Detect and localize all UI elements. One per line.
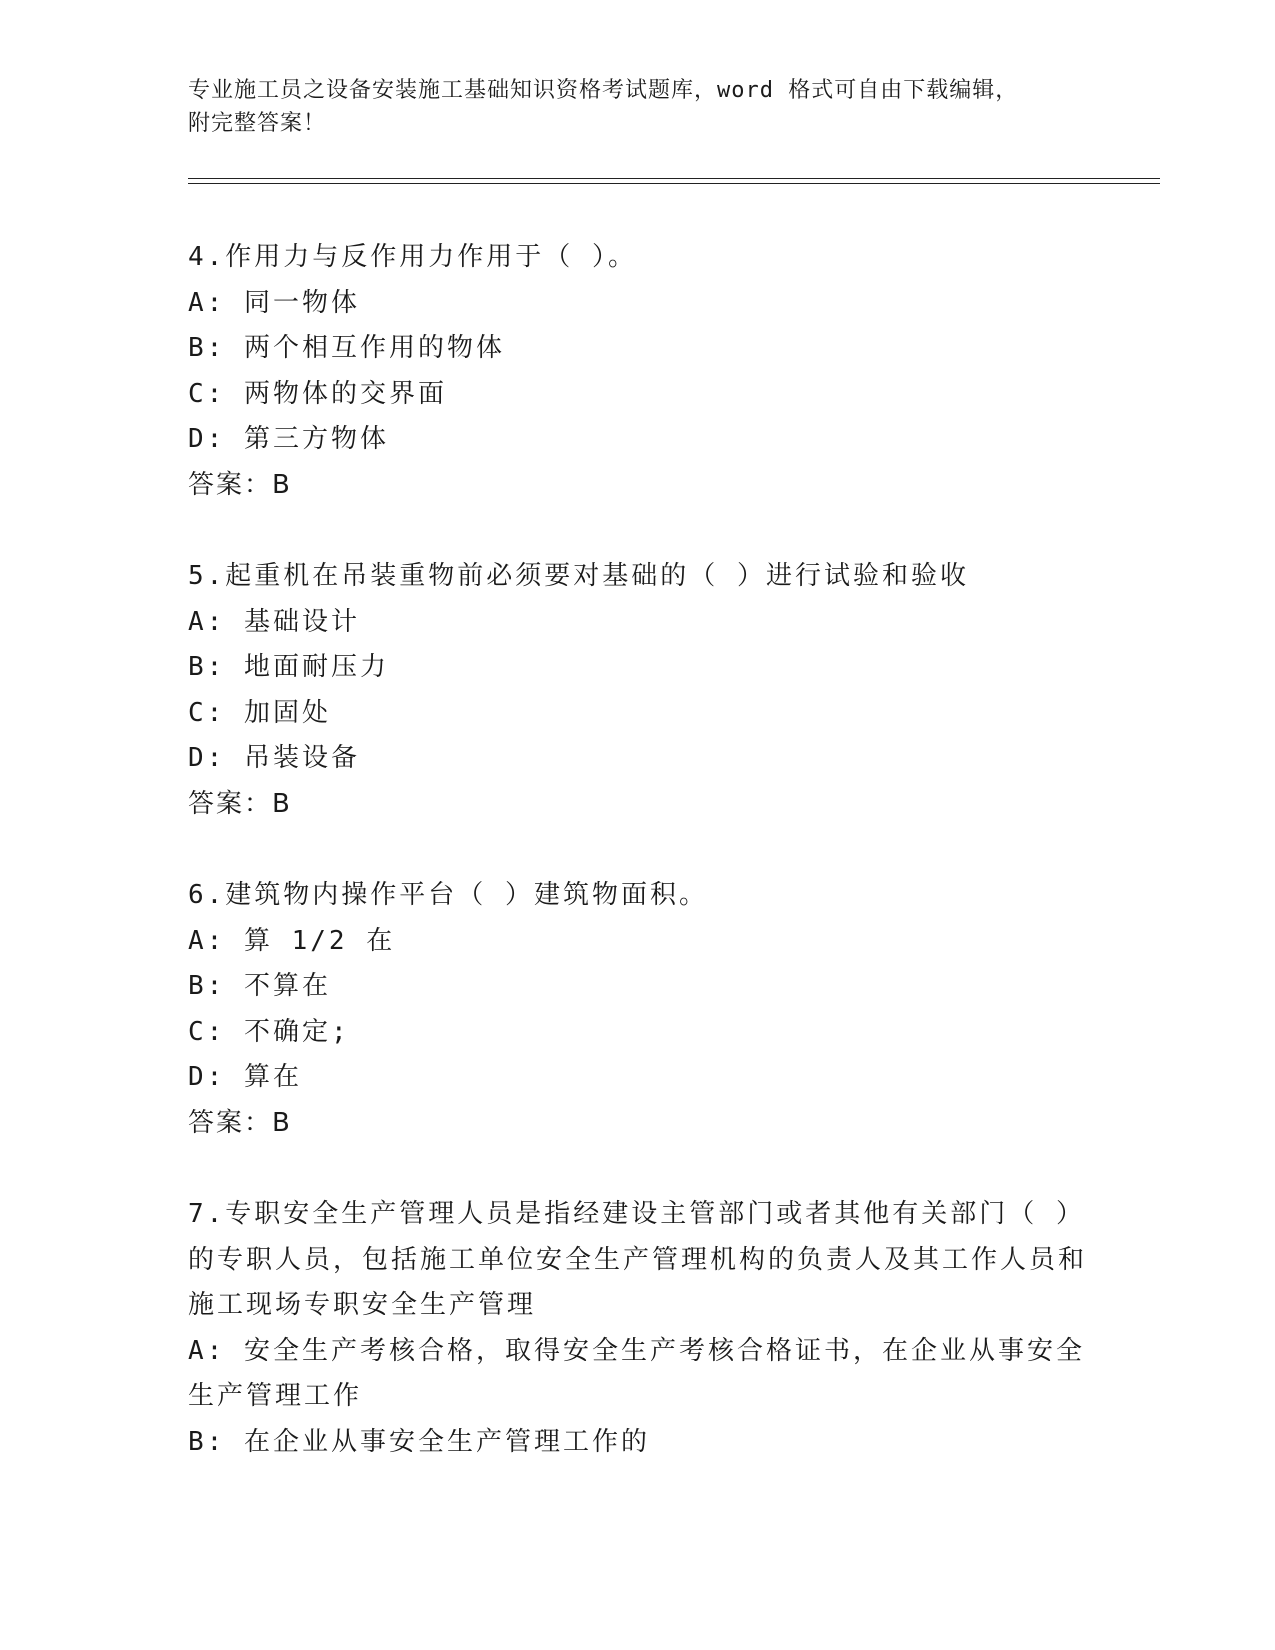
header-divider-top — [188, 178, 1160, 179]
option-d — [188, 736, 1088, 782]
question-7 — [188, 1192, 1088, 1465]
option-a — [188, 600, 1088, 646]
option-key: A: — [188, 287, 226, 318]
option-a — [188, 919, 1088, 965]
header-divider-bottom — [188, 183, 1160, 184]
option-b — [188, 1420, 1088, 1466]
option-c — [188, 1010, 1088, 1056]
option-c — [188, 691, 1088, 737]
question-stem: 7.专职安全生产管理人员是指经建设主管部门或者其他有关部门（ ）的专职人员，包括施工单位安全生产管理机构的负责人及其工作人员和施工现场专职安全生产管理 — [188, 1199, 1088, 1320]
question-stem: 4.作用力与反作用力作用于（ ）。 — [188, 242, 637, 272]
option-b — [188, 326, 1088, 372]
option-key: C: — [188, 1016, 226, 1047]
answer-line: 答案：B — [188, 469, 292, 500]
option-text: 在企业从事安全生产管理工作的 — [243, 1426, 650, 1457]
option-key: A: — [188, 925, 226, 956]
option-key: B: — [188, 333, 226, 363]
option-key: B: — [188, 1426, 226, 1457]
option-text: 地面耐压力 — [243, 652, 389, 682]
option-key: C: — [188, 378, 226, 409]
option-text: 安全生产考核合格，取得安全生产考核合格证书，在企业从事安全生产管理工作 — [188, 1335, 1085, 1411]
question-4 — [188, 235, 1088, 508]
answer-line: 答案：B — [188, 1107, 292, 1138]
option-key: C: — [188, 697, 226, 728]
option-text: 加固处 — [243, 697, 331, 728]
option-b — [188, 645, 1088, 691]
question-6 — [188, 873, 1088, 1146]
option-a — [188, 281, 1088, 327]
option-text: 算在 — [243, 1062, 302, 1092]
option-key: B: — [188, 971, 226, 1001]
option-text: 不算在 — [243, 971, 331, 1001]
option-text: 不确定; — [243, 1016, 350, 1047]
option-key: D: — [188, 743, 226, 773]
option-c — [188, 372, 1088, 418]
option-b — [188, 964, 1088, 1010]
header-line-1: 专业施工员之设备安装施工基础知识资格考试题库，word 格式可自由下载编辑， — [188, 78, 1019, 103]
option-key: A: — [188, 606, 226, 637]
question-list — [188, 235, 1088, 1511]
document-header — [188, 74, 1088, 140]
option-text: 两物体的交界面 — [243, 378, 447, 409]
option-text: 基础设计 — [243, 606, 360, 637]
option-key: B: — [188, 652, 226, 682]
option-key: D: — [188, 1062, 226, 1092]
option-text: 第三方物体 — [243, 424, 389, 454]
option-d — [188, 1055, 1088, 1101]
option-text: 吊装设备 — [243, 743, 360, 773]
option-key: A: — [188, 1335, 226, 1366]
option-text: 同一物体 — [243, 287, 360, 318]
option-text: 两个相互作用的物体 — [243, 333, 505, 363]
question-stem: 5.起重机在吊装重物前必须要对基础的（ ）进行试验和验收 — [188, 561, 969, 591]
option-a — [188, 1329, 1088, 1420]
answer-line: 答案：B — [188, 788, 292, 819]
option-d — [188, 417, 1088, 463]
option-text: 算 1/2 在 — [243, 925, 396, 956]
option-key: D: — [188, 424, 226, 454]
question-5 — [188, 554, 1088, 827]
question-stem: 6.建筑物内操作平台（ ）建筑物面积。 — [188, 880, 708, 910]
header-line-2: 附完整答案！ — [188, 111, 327, 136]
